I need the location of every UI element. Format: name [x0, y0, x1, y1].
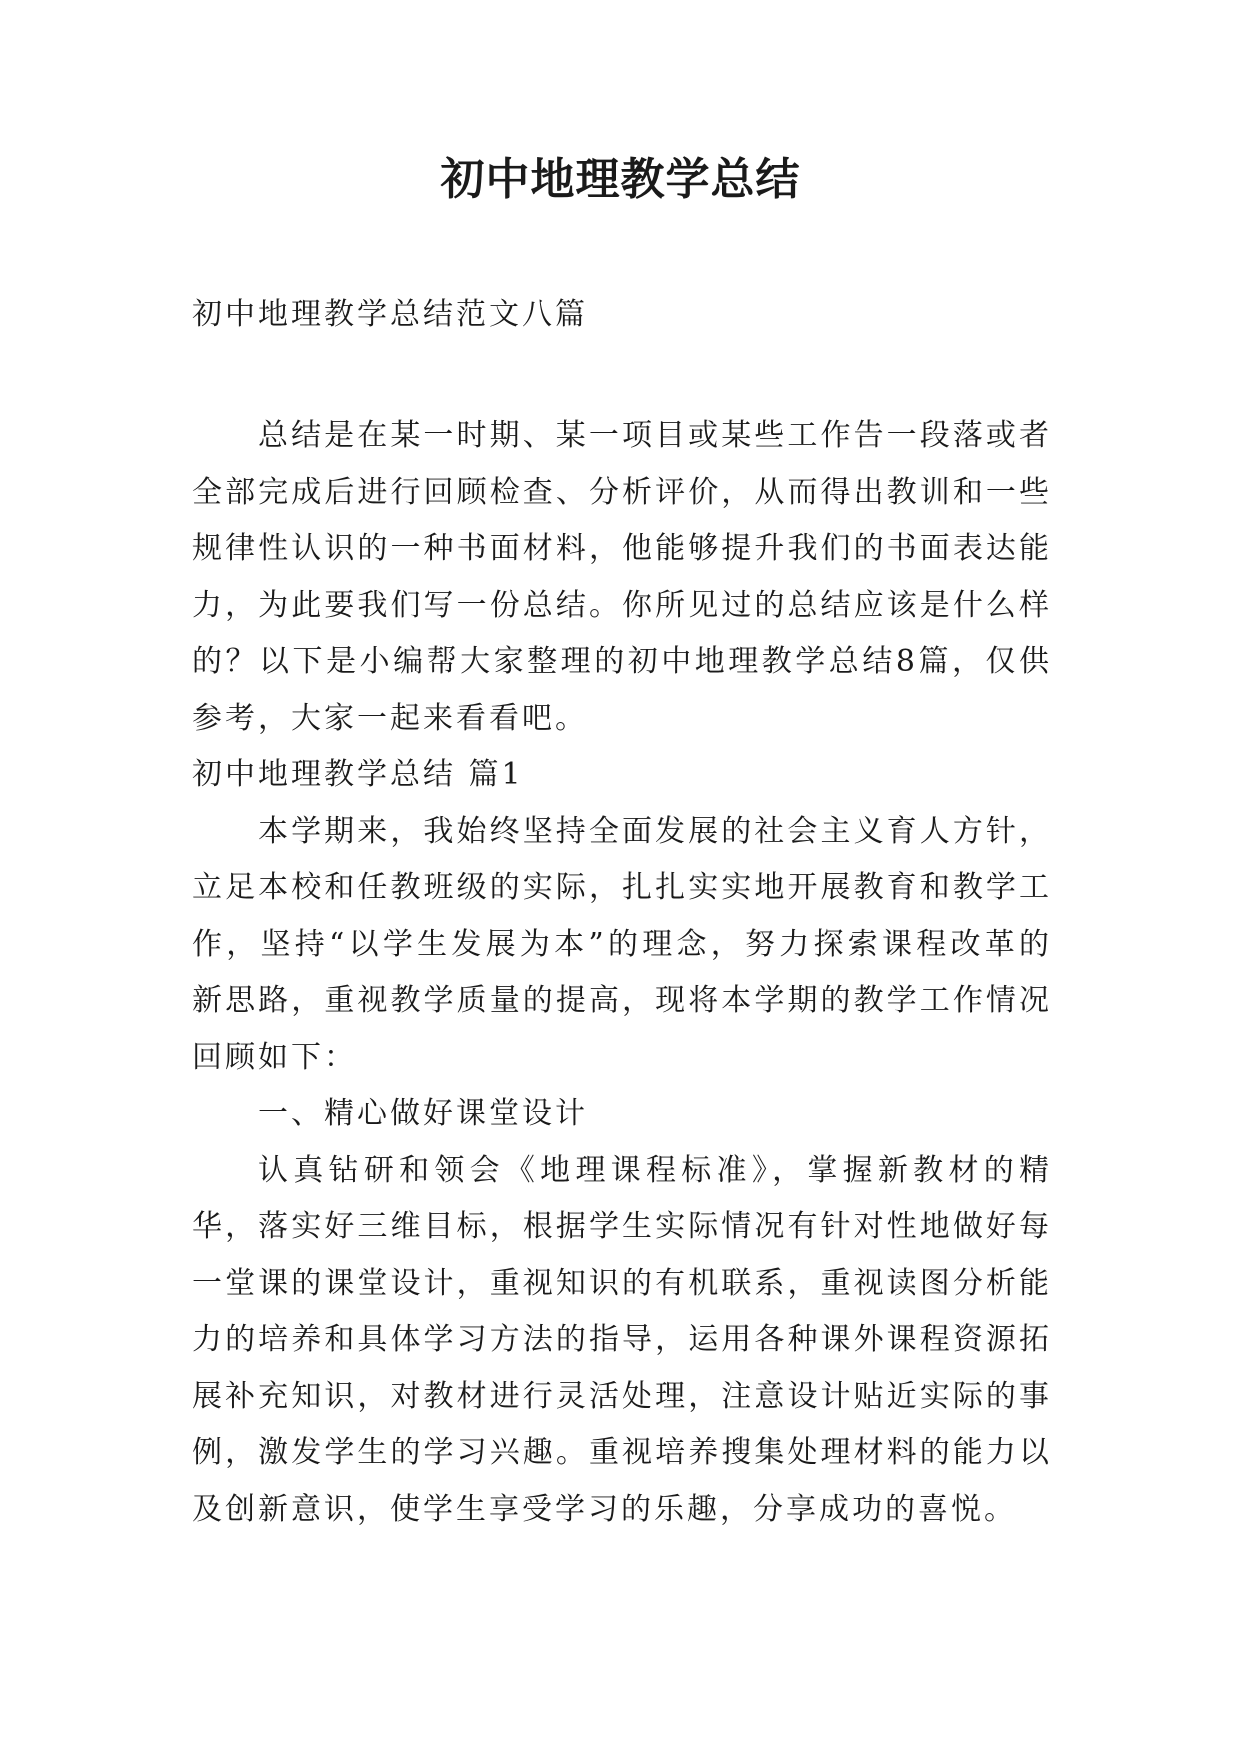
subsection-heading: 一、精心做好课堂设计: [258, 1096, 588, 1131]
body-paragraph: 认真钻研和领会《地理课程标准》，掌握新教材的精华，落实好三维目标，根据学生实际情况有针对性地做好每一堂课的课堂设计，重视知识的有机联系，重视读图分析能力的培养和具体学习方法的指导，运用各种课外课程资源拓展补充知识，对教材进行灵活处理，注意设计贴近实际的事例，激发学生的学习兴趣。重视培养搜集处理材料的能力以及创新意识，使学生享受学习的乐趣，分享成功的喜悦。: [192, 1152, 1052, 1527]
document-body: [192, 408, 1052, 1538]
document-title: 初中地理教学总结: [440, 154, 801, 205]
section-heading: 初中地理教学总结 篇1: [192, 757, 524, 792]
document-subtitle: 初中地理教学总结范文八篇: [192, 297, 588, 332]
intro-paragraph: 总结是在某一时期、某一项目或某些工作告一段落或者全部完成后进行回顾检查、分析评价，从而得出教训和一些规律性认识的一种书面材料，他能够提升我们的书面表达能力，为此要我们写一份总结。你所见过的总结应该是什么样的？以下是小编帮大家整理的初中地理教学总结8篇，仅供参考，大家一起来看看吧。: [192, 418, 1052, 736]
body-paragraph: 本学期来，我始终坚持全面发展的社会主义育人方针，立足本校和任教班级的实际，扎扎实实地开展教育和教学工作，坚持“以学生发展为本”的理念，努力探索课程改革的新思路，重视教学质量的提高，现将本学期的教学工作情况回顾如下：: [192, 813, 1052, 1075]
